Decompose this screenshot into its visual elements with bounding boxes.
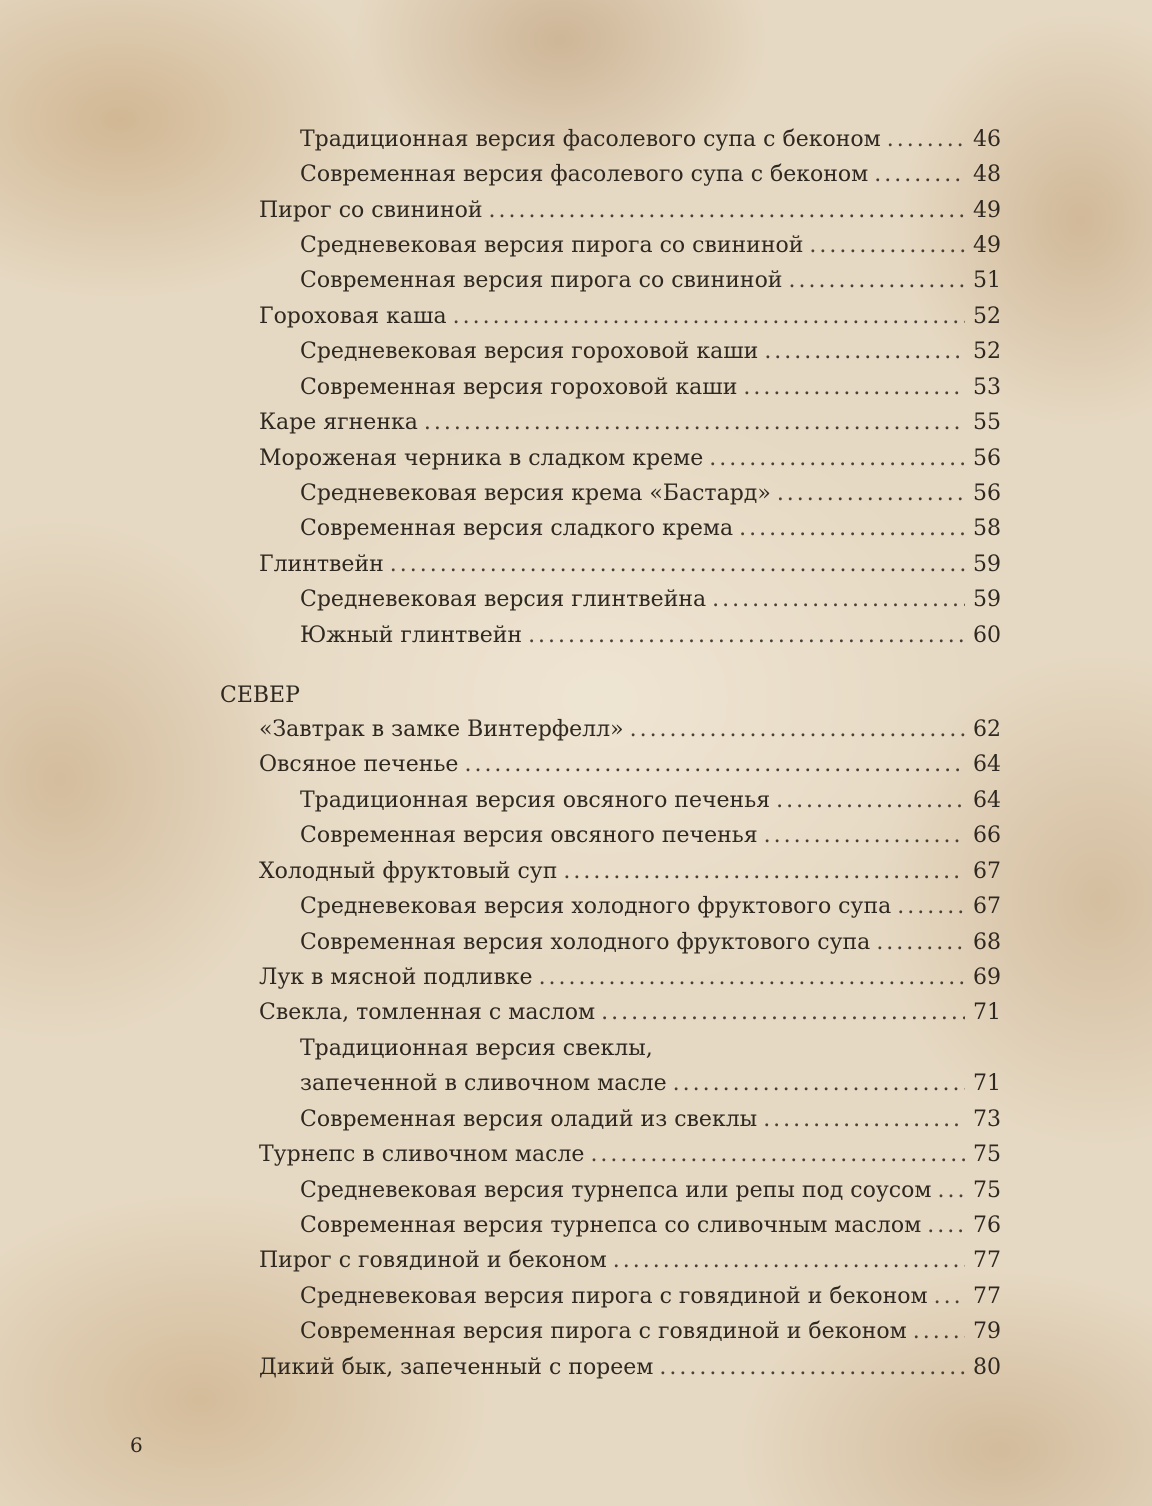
toc-entry[interactable] xyxy=(259,444,1001,474)
toc-entry-label: Современная версия турнепса со сливочным маслом xyxy=(300,1213,922,1238)
dot-leader xyxy=(712,585,965,615)
dot-leader xyxy=(809,231,965,261)
toc-entry[interactable] xyxy=(259,1140,1001,1170)
toc-entry-label: Мороженая черника в сладком креме xyxy=(259,446,704,471)
dot-leader xyxy=(764,821,965,851)
toc-entry[interactable] xyxy=(300,928,1001,958)
toc-entry[interactable] xyxy=(300,786,1001,816)
dot-leader xyxy=(874,160,965,190)
toc-entry[interactable] xyxy=(300,514,1001,544)
toc-entry-label: Пирог со свининой xyxy=(259,198,483,223)
dot-leader xyxy=(424,408,965,438)
toc-entry-page: 46 xyxy=(973,127,1001,152)
toc-entry-label: Овсяное печенье xyxy=(259,752,459,777)
toc-entry[interactable] xyxy=(300,1317,1001,1347)
toc-entry-page: 60 xyxy=(973,623,1001,648)
dot-leader xyxy=(937,1176,965,1206)
toc-entry-page: 76 xyxy=(973,1213,1001,1238)
dot-leader xyxy=(788,266,965,296)
toc-entry-label: Традиционная версия овсяного печенья xyxy=(300,788,771,813)
toc-entry-page: 75 xyxy=(973,1142,1001,1167)
toc-entry-label: Холодный фруктовый суп xyxy=(259,859,558,884)
dot-leader xyxy=(453,302,965,332)
toc-entry-label: Современная версия сладкого крема xyxy=(300,516,734,541)
dot-leader xyxy=(739,514,965,544)
toc-entry[interactable] xyxy=(259,715,1001,745)
toc-entry[interactable] xyxy=(259,750,1001,780)
toc-entry[interactable] xyxy=(300,337,1001,367)
dot-leader xyxy=(777,479,965,509)
toc-entry-label: Средневековая версия пирога со свининой xyxy=(300,233,804,258)
toc-entry[interactable] xyxy=(259,857,1001,887)
toc-entry-page: 56 xyxy=(973,481,1001,506)
dot-leader xyxy=(590,1140,965,1170)
toc-entry-page: 68 xyxy=(973,930,1001,955)
toc-entry-label: Средневековая версия турнепса или репы под соусом xyxy=(300,1178,932,1203)
page-number: 6 xyxy=(130,1433,143,1457)
toc-entry-label: Глинтвейн xyxy=(259,552,384,577)
toc-entry[interactable] xyxy=(259,196,1001,226)
toc-entry[interactable] xyxy=(300,892,1001,922)
toc-entry-page: 77 xyxy=(973,1248,1001,1273)
dot-leader xyxy=(776,786,965,816)
toc-entry-page: 55 xyxy=(973,410,1001,435)
toc-entry-page: 62 xyxy=(973,717,1001,742)
toc-entry-page: 71 xyxy=(973,1071,1001,1096)
dot-leader xyxy=(563,857,965,887)
toc-entry[interactable] xyxy=(300,821,1001,851)
dot-leader xyxy=(887,125,965,155)
toc-entry-page: 69 xyxy=(973,965,1001,990)
toc-entry-page: 64 xyxy=(973,752,1001,777)
toc-entry-page: 53 xyxy=(973,375,1001,400)
dot-leader xyxy=(630,715,965,745)
toc-entry-label: Каре ягненка xyxy=(259,410,418,435)
toc-entry[interactable] xyxy=(300,1211,1001,1241)
dot-leader xyxy=(673,1069,965,1099)
toc-entry-page: 67 xyxy=(973,894,1001,919)
toc-entry-page: 80 xyxy=(973,1355,1001,1380)
toc-entry[interactable] xyxy=(300,1176,1001,1206)
toc-entry-page: 49 xyxy=(973,198,1001,223)
toc-entry[interactable] xyxy=(300,1282,1001,1312)
dot-leader xyxy=(528,621,965,651)
dot-leader xyxy=(489,196,965,226)
toc-entry-label: Средневековая версия гороховой каши xyxy=(300,339,759,364)
toc-entry-label: Современная версия холодного фруктового супа xyxy=(300,930,871,955)
toc-entry-label: Турнепс в сливочном масле xyxy=(259,1142,585,1167)
dot-leader xyxy=(876,928,965,958)
toc-entry-label: Современная версия гороховой каши xyxy=(300,375,738,400)
toc-entry-label: «Завтрак в замке Винтерфелл» xyxy=(259,717,624,742)
toc-entry-label: Свекла, томленная с маслом xyxy=(259,1000,596,1025)
toc-entry-page: 75 xyxy=(973,1178,1001,1203)
toc-entry[interactable] xyxy=(300,125,1001,155)
toc-entry-label: Дикий бык, запеченный с пореем xyxy=(259,1355,654,1380)
section-heading: СЕВЕР xyxy=(220,683,300,708)
dot-leader xyxy=(613,1246,965,1276)
toc-entry[interactable] xyxy=(259,998,1001,1028)
toc-entry-page: 66 xyxy=(973,823,1001,848)
toc-entry-page: 51 xyxy=(973,268,1001,293)
dot-leader xyxy=(913,1317,965,1347)
dot-leader xyxy=(601,998,965,1028)
toc-entry-label: Средневековая версия глинтвейна xyxy=(300,587,707,612)
dot-leader xyxy=(927,1211,965,1241)
dot-leader xyxy=(390,550,965,580)
toc-entry-page: 58 xyxy=(973,516,1001,541)
toc-entry-label: Современная версия пирога с говядиной и беконом xyxy=(300,1319,907,1344)
toc-entry-page: 56 xyxy=(973,446,1001,471)
toc-entry-page: 71 xyxy=(973,1000,1001,1025)
toc-entry-label: запеченной в сливочном масле xyxy=(300,1071,667,1096)
toc-entry-label: Гороховая каша xyxy=(259,304,447,329)
toc-entry-page: 73 xyxy=(973,1107,1001,1132)
toc-entry-page: 59 xyxy=(973,552,1001,577)
toc-entry[interactable] xyxy=(300,479,1001,509)
toc-entry-page: 52 xyxy=(973,339,1001,364)
toc-entry[interactable] xyxy=(259,963,1001,993)
toc-entry[interactable] xyxy=(300,266,1001,296)
toc-entry-label: Средневековая версия пирога с говядиной и беконом xyxy=(300,1284,928,1309)
toc-entry[interactable] xyxy=(300,231,1001,261)
toc-entry-page: 52 xyxy=(973,304,1001,329)
toc-entry-label: Средневековая версия крема «Бастард» xyxy=(300,481,771,506)
toc-entry-label: Современная версия оладий из свеклы xyxy=(300,1107,758,1132)
toc-entry[interactable] xyxy=(259,1353,1001,1383)
dot-leader xyxy=(764,337,965,367)
dot-leader xyxy=(934,1282,965,1312)
toc-entry[interactable] xyxy=(259,408,1001,438)
toc-entry-page: 64 xyxy=(973,788,1001,813)
dot-leader xyxy=(897,892,965,922)
toc-entry-page: 77 xyxy=(973,1284,1001,1309)
toc-entry-label: Современная версия пирога со свининой xyxy=(300,268,783,293)
toc-entry-label: Пирог с говядиной и беконом xyxy=(259,1248,607,1273)
toc-entry-label: Средневековая версия холодного фруктового супа xyxy=(300,894,892,919)
toc-entry[interactable] xyxy=(300,1069,1001,1099)
dot-leader xyxy=(743,373,965,403)
toc-entry-label: Южный глинтвейн xyxy=(300,623,523,648)
toc-entry[interactable] xyxy=(300,160,1001,190)
toc-entry-page: 79 xyxy=(973,1319,1001,1344)
toc-entry[interactable] xyxy=(300,373,1001,403)
toc-entry-page: 67 xyxy=(973,859,1001,884)
toc-entry[interactable] xyxy=(300,585,1001,615)
toc-entry-label: Современная версия фасолевого супа с беконом xyxy=(300,162,869,187)
toc-entry-label: Современная версия овсяного печенья xyxy=(300,823,758,848)
toc-entry[interactable] xyxy=(259,302,1001,332)
toc-entry-label: Лук в мясной подливке xyxy=(259,965,533,990)
toc-entry-page: 49 xyxy=(973,233,1001,258)
dot-leader xyxy=(659,1353,965,1383)
toc-entry-page: 59 xyxy=(973,587,1001,612)
dot-leader xyxy=(709,444,965,474)
toc-entry[interactable] xyxy=(259,550,1001,580)
dot-leader xyxy=(763,1105,965,1135)
toc-entry[interactable] xyxy=(300,1105,1001,1135)
toc-entry[interactable] xyxy=(300,621,1001,651)
toc-entry-label: Традиционная версия фасолевого супа с беконом xyxy=(300,127,881,152)
toc-entry-label-line: Традиционная версия свеклы, xyxy=(300,1036,653,1061)
toc-entry-page: 48 xyxy=(973,162,1001,187)
toc-entry[interactable] xyxy=(259,1246,1001,1276)
dot-leader xyxy=(464,750,965,780)
dot-leader xyxy=(539,963,965,993)
